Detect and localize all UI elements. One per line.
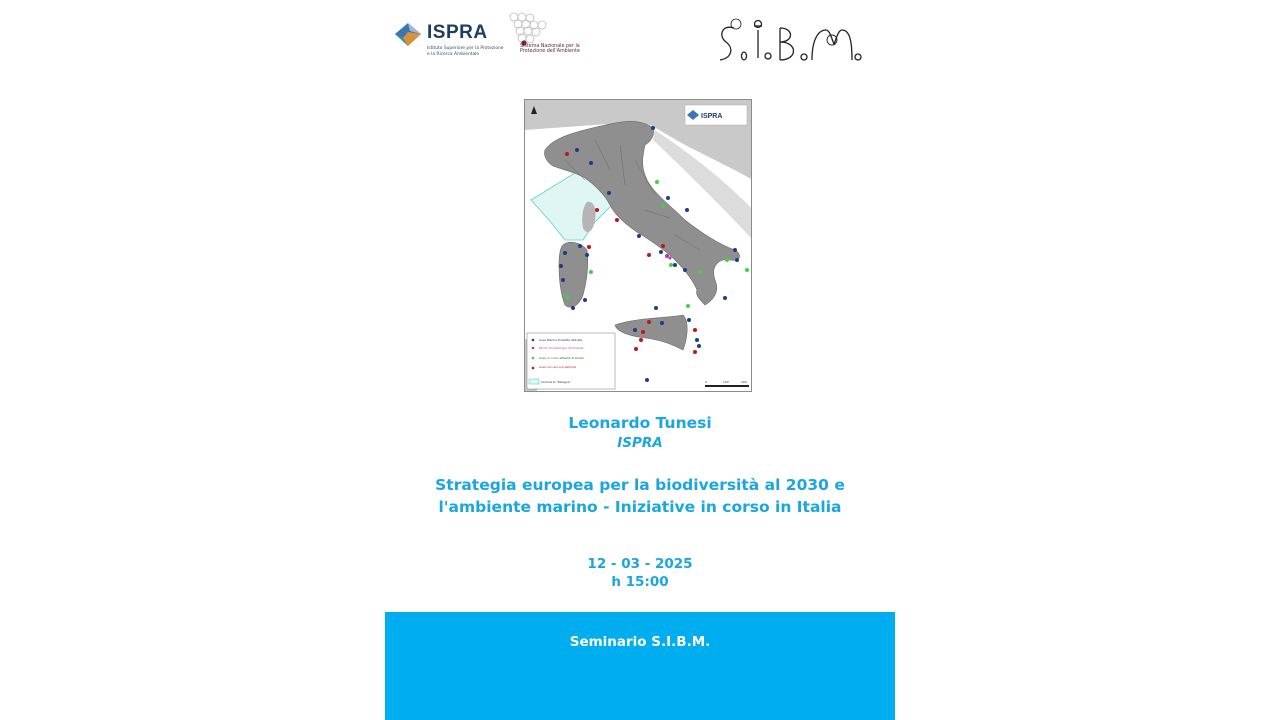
hexagon-cluster-icon (508, 12, 588, 46)
talk-title (385, 474, 895, 518)
svg-text:ISPRA: ISPRA (701, 113, 723, 120)
speaker-name: Leonardo Tunesi (568, 414, 712, 432)
snpa-logo (508, 12, 588, 62)
svg-text:100: 100 (723, 380, 729, 384)
svg-text:0: 0 (705, 380, 707, 384)
ispra-wordmark: ISPRA (427, 22, 488, 43)
ispra-subtitle: Istituto Superiore per la Protezione e la Ricerca Ambientale (427, 46, 504, 57)
seminar-label: Seminario S.I.B.M. (569, 634, 711, 650)
map-marine-protected-areas (524, 99, 752, 392)
sibm-logo (714, 14, 862, 66)
svg-text:Aree in corso attività di stud: Aree in corso attività di studio (539, 356, 585, 360)
svg-text:Aree non ancora istituite: Aree non ancora istituite (539, 365, 577, 369)
snpa-subtitle: Sistema Nazionale per la Protezione dell'Ambiente (520, 44, 580, 54)
schedule (385, 555, 895, 591)
footer-banner (385, 612, 895, 720)
speaker-affiliation: ISPRA (617, 435, 663, 451)
event-date: 12 - 03 - 2025 (587, 556, 693, 572)
ispra-diamond-icon (394, 22, 422, 50)
talk-title-line-1: Strategia europea per la biodiversità al 2030 e (435, 476, 845, 494)
svg-text:Santuario "Pelagos": Santuario "Pelagos" (541, 380, 571, 384)
svg-text:200: 200 (741, 380, 747, 384)
sibm-drawn-letters-icon (714, 14, 862, 66)
svg-text:Parchi Archeologici Sommersi: Parchi Archeologici Sommersi (539, 346, 584, 350)
ispra-logo (394, 20, 504, 62)
talk-title-line-2: l'ambiente marino - Iniziative in corso in Italia (438, 498, 842, 516)
svg-text:Aree Marine Protette istituite: Aree Marine Protette istituite (539, 338, 583, 342)
event-time: h 15:00 (611, 574, 669, 590)
italy-map (525, 100, 752, 392)
